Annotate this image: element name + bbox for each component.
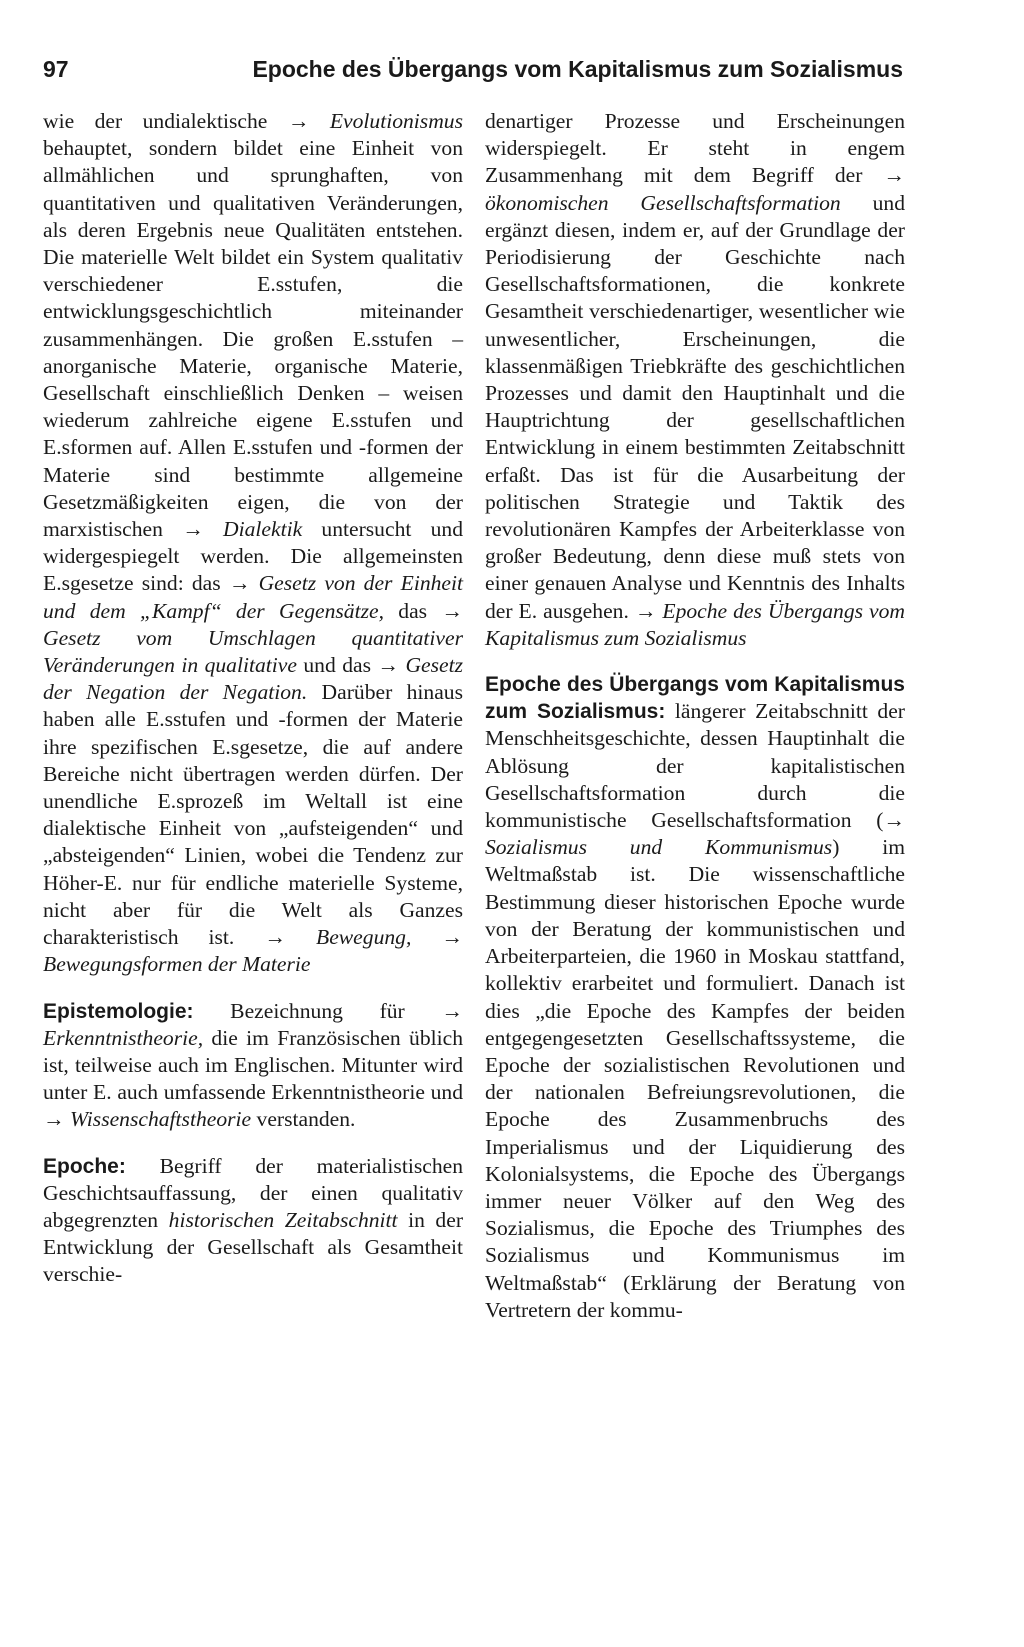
- emphasis-text: historischen Zeitabschnitt: [168, 1207, 398, 1232]
- body-text: Darüber hinaus haben alle E.sstufen und -formen der Materie ihre spezifischen E.sgesetze, die auf andere Bereiche nicht übertragen werden dürfen. Der unendliche E.sprozeß im Weltall ist eine dialektische Einheit von „aufsteigenden“ und „absteigenden“ Linien, wobei die Tendenz zur Höher-E. nur für endliche materielle Systeme, nicht aber für die Welt als Ganzes charakteristisch ist.: [43, 680, 463, 950]
- body-text: [411, 925, 441, 949]
- body-text: Bezeichnung für: [193, 998, 442, 1023]
- body-text: wie der undialektische: [43, 109, 288, 133]
- body-text: und das: [296, 653, 378, 678]
- cross-reference-link[interactable]: → Evolutionismus: [287, 109, 464, 133]
- body-text: verstanden.: [251, 1107, 356, 1132]
- body-text: das: [383, 598, 442, 623]
- body-text: längerer Zeitabschnitt der Menschheitsgeschichte, dessen Hauptinhalt die Ablösung der kapitalistischen Gesellschaftsformation durch die kommunistische Gesellschaftsformation (: [485, 699, 905, 833]
- entry-term: Epoche des Übergangs vom Kapitalismus zum Sozialismus:: [485, 673, 905, 724]
- cross-reference-link[interactable]: → Wissenschaftstheorie: [43, 1107, 252, 1132]
- cross-reference-link[interactable]: → Sozialismus und Kommunismus: [485, 808, 905, 860]
- cross-reference-link[interactable]: → Dialektik: [182, 517, 303, 542]
- entry-epistemologie: [43, 998, 463, 1134]
- body-text: in der Entwicklung der Gesellschaft als Gesamtheit verschie-: [43, 1207, 464, 1287]
- running-title: Epoche des Übergangs vom Kapitalismus zum Sozialismus: [252, 56, 903, 82]
- body-text: die im Französischen üblich ist, teilweise auch im Englischen. Mitunter wird unter E. auch umfassende Erkenntnistheorie und: [43, 1025, 463, 1105]
- body-text: denartiger Prozesse und Erscheinungen widerspiegelt. Er steht in engem Zusammenhang mit dem Begriff der: [485, 109, 905, 188]
- entry-term: Epistemologie:: [43, 999, 194, 1023]
- page-number: 97: [43, 56, 69, 82]
- entry-continuation-epoche: [485, 108, 905, 652]
- body-text: untersucht und widergespiegelt werden. Die allgemeinsten E.sgesetze sind: das: [43, 517, 463, 596]
- body-text: behauptet, sondern bildet eine Einheit von allmählichen und sprunghaften, von quantitativen und qualitativen Veränderungen, als deren Ergebnis neue Qualitäten entstehen. Die materielle Welt bildet ein System qualitativ verschiedener E.sstufen, die entwicklungsgeschichtlich miteinander zusammenhängen. Die großen E.sstufen – anorganische Materie, organische Materie, Gesellschaft einschließlich Denken – weisen wiederum zahlreiche eigene E.sstufen und E.sformen auf. Allen E.sstufen und -formen der Materie sind bestimmte allgemeine Gesetzmäßigkeiten eigen, die von der marxistischen: [43, 136, 463, 542]
- cross-reference-link[interactable]: → Bewegungsformen der Materie: [43, 925, 463, 977]
- body-text: und ergänzt diesen, indem er, auf der Grundlage der Periodisierung der Geschichte nach Gesellschaftsformationen, die konkrete Gesamtheit verschiedenartiger, wesentlicher wie unwesentlicher, Erscheinungen, die klassenmäßigen Triebkräfte des geschichtlichen Prozesses und damit den Hauptinhalt und die Hauptrichtung der gesellschaftlichen Entwicklung in einem bestimmten Zeitabschnitt erfaßt. Das ist für die Ausarbeitung der politischen Strategie und Taktik des revolutionären Kampfes der Arbeiterklasse von großer Bedeutung, denn diese muß stets von einer genauen Analyse und Kenntnis des Inhalts der E. ausgehen.: [485, 190, 905, 623]
- entry-continuation-entwicklung: [43, 108, 463, 979]
- cross-reference-link[interactable]: → Gesetz vom Umschlagen quantitativer Veränderungen in qualitative: [43, 598, 463, 678]
- left-column: [43, 108, 463, 1289]
- right-column: [485, 108, 905, 1324]
- entry-epoche-des-uebergangs: [485, 671, 905, 1324]
- cross-reference-link[interactable]: → Gesetz der Negation der Negation.: [43, 653, 464, 705]
- cross-reference-link[interactable]: → Bewegung,: [264, 925, 412, 950]
- body-text: Begriff der materialistischen Geschichtsauffassung, der einen qualitativ abgegrenzten: [43, 1153, 463, 1232]
- entry-term: Epoche:: [43, 1154, 126, 1178]
- cross-reference-link[interactable]: → Erkenntnistheorie,: [43, 998, 463, 1050]
- page-header: [43, 50, 903, 90]
- cross-reference-link[interactable]: → ökonomischen Gesellschaftsformation: [485, 163, 905, 215]
- cross-reference-link[interactable]: → Gesetz von der Einheit und dem „Kampf“ der Gegensätze,: [43, 571, 463, 623]
- entry-epoche: [43, 1153, 463, 1289]
- cross-reference-link[interactable]: → Epoche des Übergangs vom Kapitalismus zum Sozialismus: [485, 598, 905, 650]
- body-text: ) im Weltmaßstab ist. Die wissenschaftliche Bestimmung dieser historischen Epoche wurde von der Beratung der kommunistischen und Arbeiterparteien, die 1960 in Moskau stattfand, kollektiv erarbeitet und formuliert. Danach ist dies „die Epoche des Kampfes der beiden entgegengesetzten Gesellschaftssysteme, die Epoche der sozialistischen Revolutionen und der nationalen Befreiungsrevolutionen, die Epoche des Zusammenbruchs des Imperialismus und der Liquidierung des Kolonialsystems, die Epoche des Übergangs immer neuer Völker auf den Weg des Sozialismus, die Epoche des Triumphes des Sozialismus und Kommunismus im Weltmaßstab“ (Erklärung der Beratung von Vertretern der kommu-: [485, 835, 906, 1322]
